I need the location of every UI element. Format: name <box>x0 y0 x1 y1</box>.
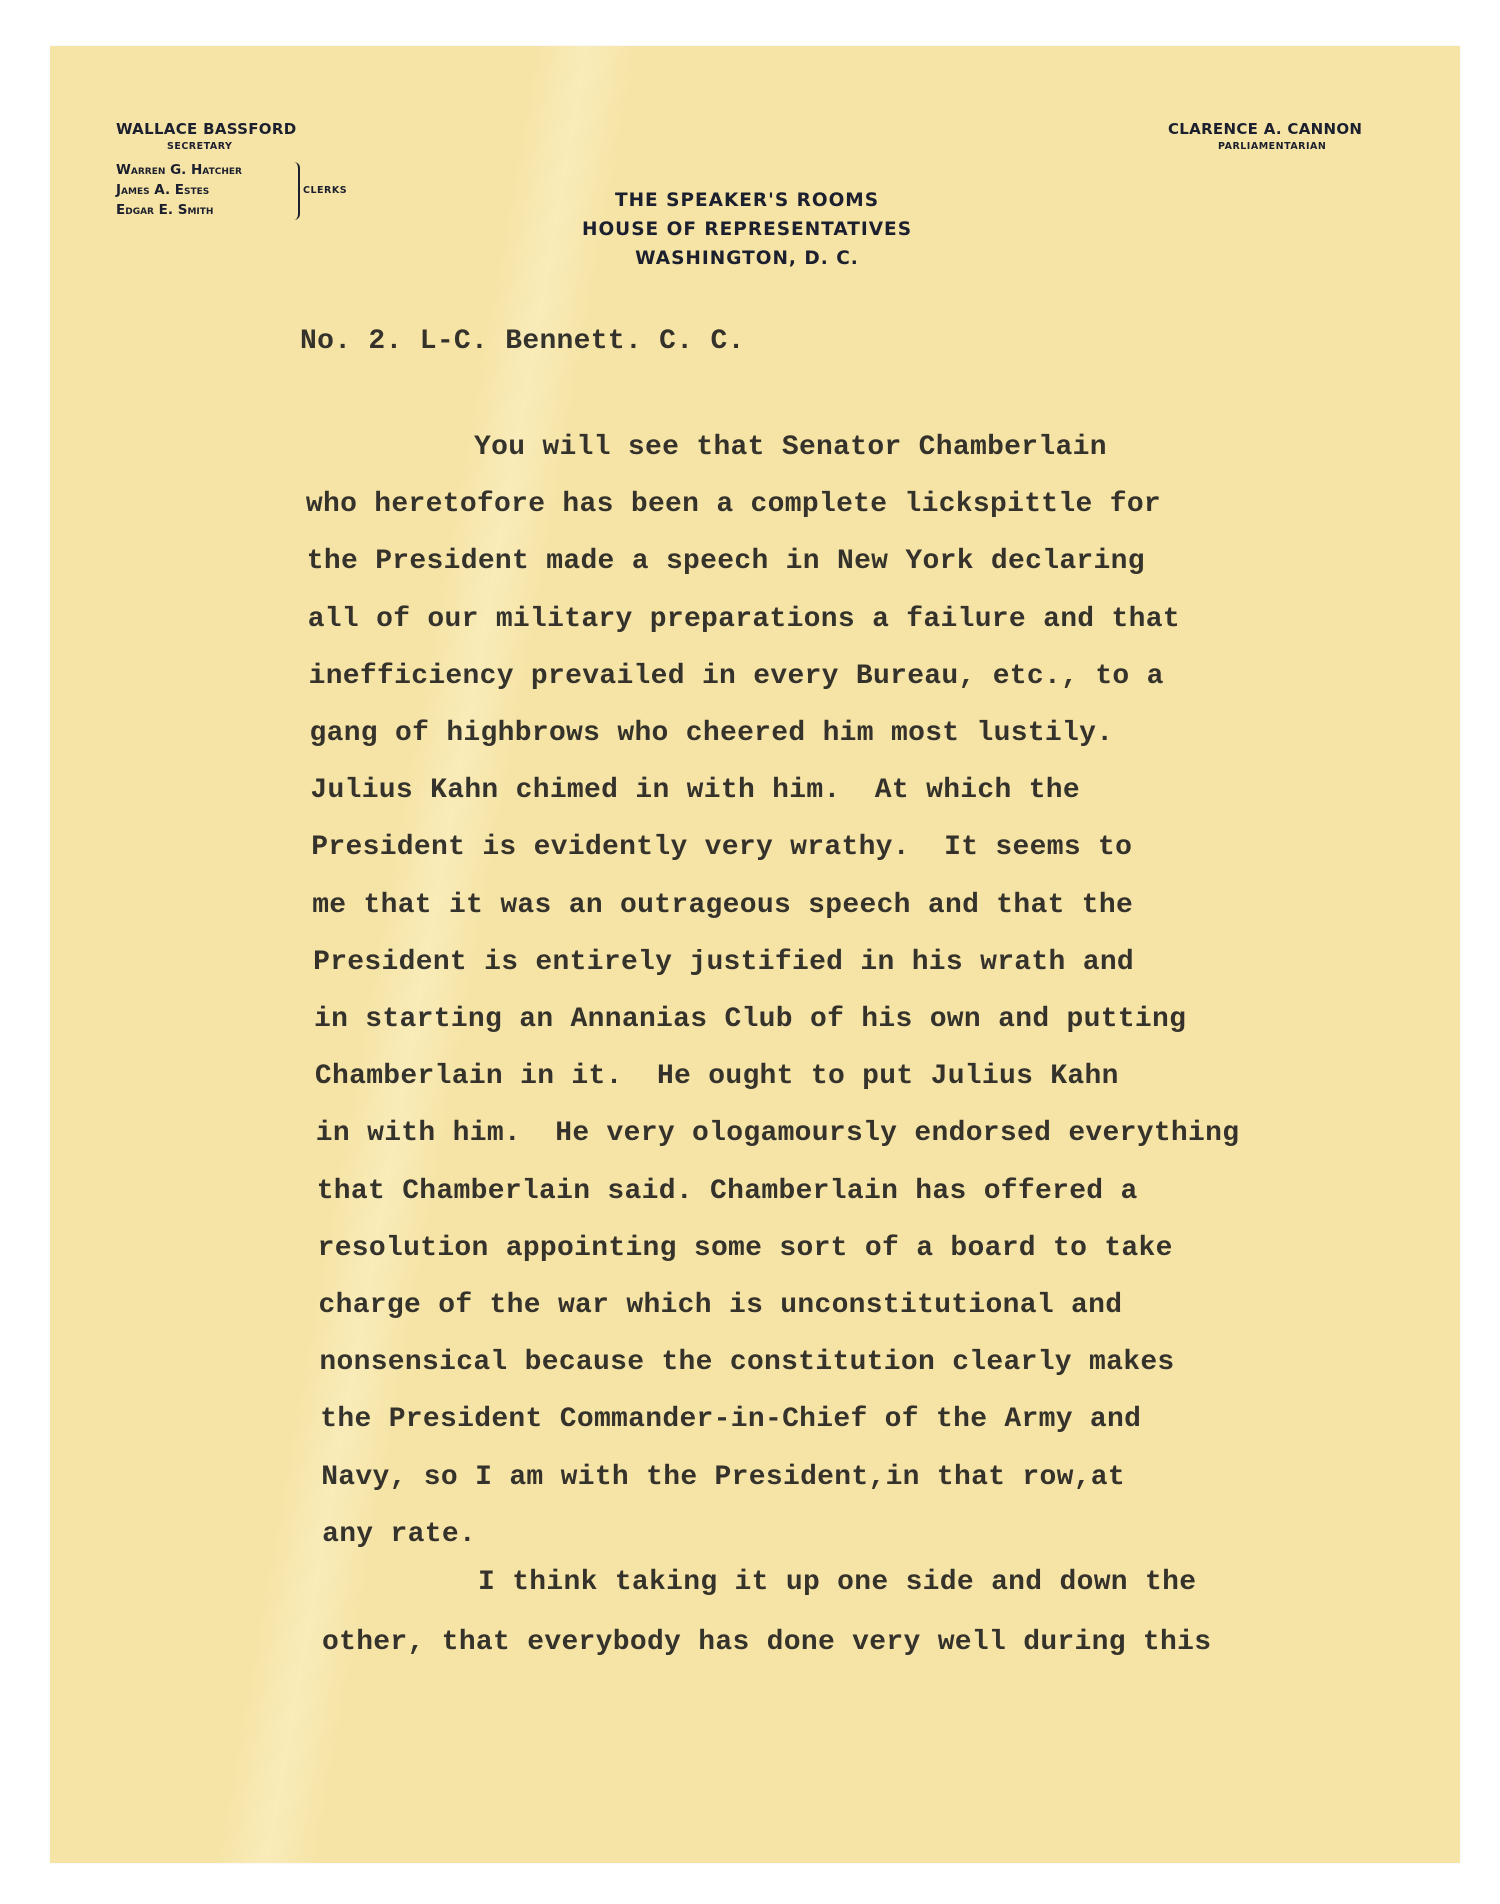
clerk-name: Edgar E. Smith <box>116 202 214 218</box>
letter-line: the President Commander-in-Chief of the Army and <box>320 1404 1142 1436</box>
clerks-brace <box>292 162 300 220</box>
letter-line: Navy, so I am with the President,in that row,at <box>321 1461 1126 1493</box>
letter-line: me that it was an outrageous speech and that the <box>312 889 1134 921</box>
secretary-name: WALLACE BASSFORD <box>116 120 297 138</box>
letter-line: that Chamberlain said. Chamberlain has offered a <box>316 1175 1138 1207</box>
letter-line: in starting an Annanias Club of his own and putting <box>314 1004 1187 1035</box>
letter-line: President is evidently very wrathy. It seems to <box>311 832 1133 864</box>
letter-line: Julius Kahn chimed in with him. At which the <box>310 775 1081 807</box>
secretary-title: SECRETARY <box>167 141 233 152</box>
letter-line: in with him. He very ologamoursly endorsed everything <box>315 1118 1240 1150</box>
parliamentarian-title: PARLIAMENTARIAN <box>1218 141 1327 152</box>
clerk-name: Warren G. Hatcher <box>116 162 242 178</box>
parliamentarian-name: CLARENCE A. CANNON <box>1168 120 1363 138</box>
letter-line: inefficiency prevailed in every Bureau, etc., to a <box>308 660 1164 692</box>
letter-line: other, that everybody has done very well during this <box>322 1627 1212 1658</box>
letterhead-title: HOUSE OF REPRESENTATIVES <box>581 219 913 240</box>
letter-line: You will see that Senator Chamberlain <box>474 432 1107 463</box>
letter-line: Chamberlain in it. He ought to put Julius Kahn <box>314 1061 1119 1093</box>
letter-line: all of our military preparations a failure and that <box>307 603 1180 635</box>
letter-line: the President made a speech in New York declaring <box>306 546 1145 578</box>
letter-line: nonsensical because the constitution clearly makes <box>319 1347 1175 1379</box>
letter-heading: No. 2. L-C. Bennett. C. C. <box>300 326 745 357</box>
clerk-name: James A. Estes <box>116 182 210 198</box>
letterhead-title: WASHINGTON, D. C. <box>635 248 859 269</box>
letter-line: President is entirely justified in his wrath and <box>313 946 1135 978</box>
letterhead-title: THE SPEAKER'S ROOMS <box>614 190 880 211</box>
letter-line: who heretofore has been a complete lickspittle for <box>305 489 1162 521</box>
letter-line: gang of highbrows who cheered him most lustily. <box>309 718 1114 749</box>
letter-line: I think taking it up one side and down the <box>478 1567 1197 1598</box>
letter-line: resolution appointing some sort of a board to take <box>317 1232 1173 1264</box>
clerks-label: CLERKS <box>303 185 348 196</box>
letter-line: charge of the war which is unconstitutional and <box>318 1290 1123 1321</box>
letter-line: any rate. <box>322 1518 477 1550</box>
